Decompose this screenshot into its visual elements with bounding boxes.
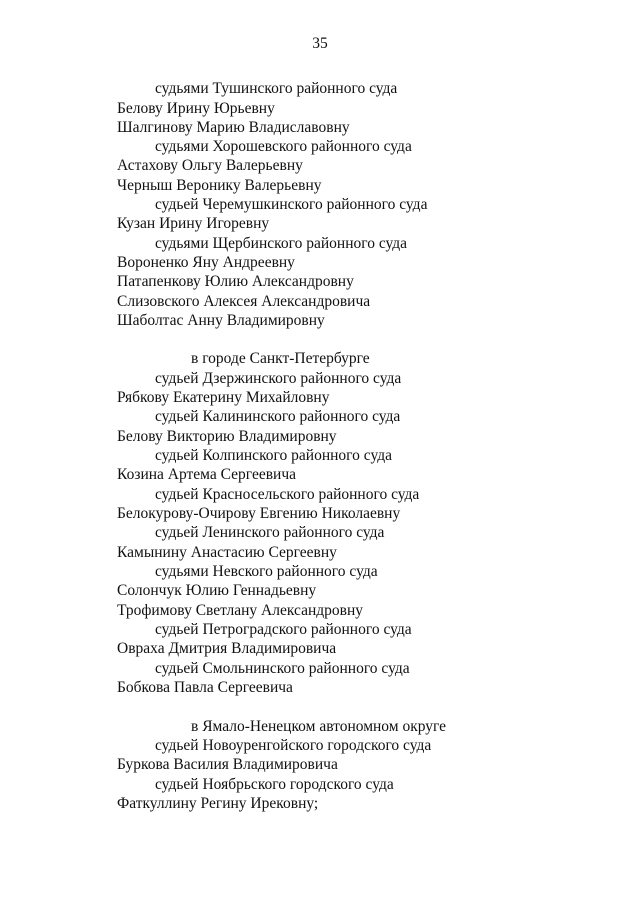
court-line: судьями Щербинского районного суда — [155, 235, 408, 252]
court-line: судьей Смольнинского районного суда — [155, 660, 410, 677]
court-line: судьей Колпинского районного суда — [155, 447, 392, 464]
person-name: Бобкова Павла Сергеевича — [117, 679, 293, 696]
person-name: Кузан Ирину Игоревну — [117, 215, 270, 232]
person-name: Фаткуллину Регину Ирековну; — [117, 795, 319, 812]
court-line: судьей Дзержинского районного суда — [155, 370, 402, 387]
region-heading: в городе Санкт-Петербурге — [191, 350, 370, 367]
court-line: судьей Новоуренгойского городского суда — [155, 737, 432, 754]
person-name: Буркова Василия Владимировича — [117, 756, 338, 773]
person-name: Патапенкову Юлию Александровну — [117, 273, 354, 290]
court-line: судьями Тушинского районного суда — [155, 80, 398, 97]
court-line: судьей Петроградского районного суда — [155, 621, 412, 638]
person-name: Белову Викторию Владимировну — [117, 428, 337, 445]
person-name: Слизовского Алексея Александровича — [117, 293, 371, 310]
person-name: Астахову Ольгу Валерьевну — [117, 157, 303, 174]
person-name: Камынину Анастасию Сергеевну — [117, 544, 337, 561]
court-line: судьей Калининского районного суда — [155, 408, 401, 425]
person-name: Белокурову-Очирову Евгению Николаевну — [117, 505, 401, 522]
court-line: судьей Ленинского районного суда — [155, 524, 385, 541]
court-line: судьями Хорошевского районного суда — [155, 138, 412, 155]
region-heading: в Ямало-Ненецком автономном округе — [191, 718, 447, 735]
person-name: Белову Ирину Юрьевну — [117, 100, 275, 117]
court-line: судьей Ноябрьского городского суда — [155, 776, 394, 793]
person-name: Овраха Дмитрия Владимировича — [117, 640, 337, 657]
court-line: судьями Невского районного суда — [155, 563, 378, 580]
person-name: Вороненко Яну Андреевну — [117, 254, 295, 271]
person-name: Трофимову Светлану Александровну — [117, 602, 364, 619]
person-name: Черныш Веронику Валерьевну — [117, 177, 322, 194]
person-name: Солончук Юлию Геннадьевну — [117, 582, 317, 599]
person-name: Рябкову Екатерину Михайловну — [117, 389, 330, 406]
person-name: Козина Артема Сергеевича — [117, 466, 296, 483]
court-line: судьей Черемушкинского районного суда — [155, 196, 428, 213]
court-line: судьей Красносельского районного суда — [155, 486, 420, 503]
person-name: Шаболтас Анну Владимировну — [117, 312, 325, 329]
person-name: Шалгинову Марию Владиславовну — [117, 119, 350, 136]
page-number: 35 — [312, 35, 328, 52]
